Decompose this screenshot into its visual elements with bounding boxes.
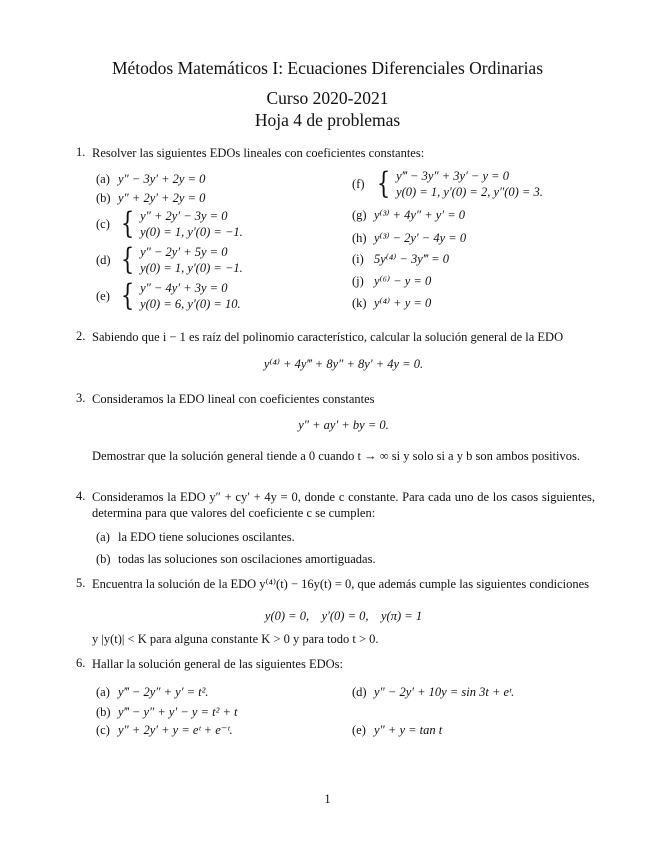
problem-1-item-b — [96, 190, 205, 206]
problem-3-followup: Demostrar que la solución general tiende a 0 cuando t → ∞ si y solo si a y b son ambos positivos. — [92, 449, 580, 463]
problem-4-item-a — [96, 529, 295, 545]
sheet-label: Hoja 4 de problemas — [254, 110, 401, 130]
problem-1-item-h — [352, 230, 466, 246]
brace-glyph: { — [120, 242, 135, 277]
item-label: (e) — [96, 288, 110, 303]
item-text: todas las soluciones son oscilaciones amortiguadas. — [118, 552, 376, 566]
equation: y″ + 2y′ − 3y = 0 — [140, 209, 228, 223]
document-title: Métodos Matemáticos I: Ecuaciones Diferenciales Ordinarias — [111, 58, 544, 78]
problem-6-item-d — [352, 684, 514, 700]
problem-4-statement: Consideramos la EDO y″ + cy′ + 4y = 0, donde c constante. Para cada uno de los casos siguientes, determina para que valores del coeficiente c se cumplen: — [92, 490, 595, 520]
problem-1-item-c — [96, 208, 243, 240]
item-label: (a) — [96, 685, 110, 699]
problem-1-item-k — [352, 295, 431, 311]
equation: y″ − 3y′ + 2y = 0 — [118, 172, 206, 186]
initial-conditions: y(0) = 1, y′(0) = −1. — [140, 261, 243, 275]
equation: y‴ − y″ + y′ − y = t² + t — [118, 705, 238, 719]
equation: y″ − 4y′ + 3y = 0 — [140, 281, 228, 295]
problem-1-item-f — [352, 168, 543, 200]
item-label: (e) — [352, 723, 366, 737]
problem-5-number: 5. — [76, 576, 86, 590]
item-label: (j) — [352, 274, 364, 288]
problem-1-item-a — [96, 171, 205, 187]
equation: y⁽⁶⁾ − y = 0 — [374, 274, 432, 288]
item-label: (b) — [96, 705, 111, 719]
brace-glyph: { — [120, 278, 135, 313]
item-label: (c) — [96, 216, 110, 231]
equation: y⁽³⁾ + 4y″ + y′ = 0 — [374, 208, 466, 222]
problem-1-item-e — [96, 280, 241, 312]
brace-glyph: { — [376, 166, 391, 201]
problem-6-item-e — [352, 722, 442, 738]
equation: y″ + ay′ + by = 0. — [298, 418, 389, 432]
problem-2-equation — [92, 356, 595, 372]
item-label: (i) — [352, 252, 364, 266]
course-label: Curso 2020-2021 — [266, 88, 389, 108]
equation: y(0) = 0, y′(0) = 0, y(π) = 1 — [264, 609, 423, 623]
problem-6-item-b — [96, 704, 238, 720]
item-label: (b) — [96, 552, 111, 566]
initial-conditions: y(0) = 6, y′(0) = 10. — [140, 297, 241, 311]
item-label: (b) — [96, 191, 111, 205]
problem-1-item-g — [352, 207, 465, 223]
problem-3-equation — [92, 418, 595, 433]
equation: y″ − 2y′ + 10y = sin 3t + eᵗ. — [374, 685, 515, 699]
initial-conditions: y(0) = 1, y′(0) = 2, y″(0) = 3. — [396, 185, 543, 199]
item-label: (k) — [352, 296, 367, 310]
problem-5-statement: Encuentra la solución de la EDO y⁽⁴⁾(t) − 16y(t) = 0, que además cumple las siguientes condiciones — [92, 577, 590, 591]
equation: y‴ − 2y″ + y′ = t². — [118, 685, 209, 699]
problem-5-conditions — [92, 609, 595, 624]
equation: 5y⁽⁴⁾ − 3y‴ = 0 — [374, 252, 449, 266]
equation: y⁽⁴⁾ + y = 0 — [374, 296, 432, 310]
equation: y⁽⁴⁾ + 4y‴ + 8y″ + 8y′ + 4y = 0. — [263, 357, 424, 371]
item-label: (g) — [352, 208, 367, 222]
problem-1-item-d — [96, 244, 243, 276]
item-text: la EDO tiene soluciones oscilantes. — [118, 530, 295, 544]
problem-5-followup: y |y(t)| < K para alguna constante K > 0 y para todo t > 0. — [92, 632, 379, 646]
equation: y⁽³⁾ − 2y′ − 4y = 0 — [374, 231, 467, 245]
initial-conditions: y(0) = 1, y′(0) = −1. — [140, 225, 243, 239]
item-label: (h) — [352, 231, 367, 245]
problem-6-statement: Hallar la solución general de las siguientes EDOs: — [92, 657, 343, 671]
item-label: (a) — [96, 172, 110, 186]
problem-6-number: 6. — [76, 656, 86, 670]
problem-1-number: 1. — [76, 145, 86, 159]
problem-6-item-c — [96, 722, 233, 738]
problem-1-statement: Resolver las siguientes EDOs lineales con coeficientes constantes: — [92, 146, 425, 160]
item-label: (f) — [352, 176, 365, 191]
item-label: (d) — [96, 252, 111, 267]
equation: y‴ − 3y″ + 3y′ − y = 0 — [396, 169, 509, 183]
brace-glyph: { — [120, 206, 135, 241]
equation: y″ + 2y′ + y = eᵗ + e⁻ᵗ. — [118, 723, 233, 737]
problem-1-item-i — [352, 251, 449, 267]
page-number: 1 — [324, 792, 331, 806]
problem-1-item-j — [352, 273, 431, 289]
equation: y″ − 2y′ + 5y = 0 — [140, 245, 228, 259]
problem-4-item-b — [96, 551, 376, 567]
equation: y″ + 2y′ + 2y = 0 — [118, 191, 206, 205]
problem-3-statement: Consideramos la EDO lineal con coeficientes constantes — [92, 392, 375, 406]
item-label: (a) — [96, 530, 110, 544]
problem-2-number: 2. — [76, 329, 86, 343]
problem-2-statement: Sabiendo que i − 1 es raíz del polinomio característico, calcular la solución general de la EDO — [92, 330, 564, 344]
item-label: (c) — [96, 723, 110, 737]
problem-6-item-a — [96, 684, 209, 700]
equation: y″ + y = tan t — [374, 723, 443, 737]
problem-3-number: 3. — [76, 391, 86, 405]
problem-4-number: 4. — [76, 489, 86, 503]
item-label: (d) — [352, 685, 367, 699]
